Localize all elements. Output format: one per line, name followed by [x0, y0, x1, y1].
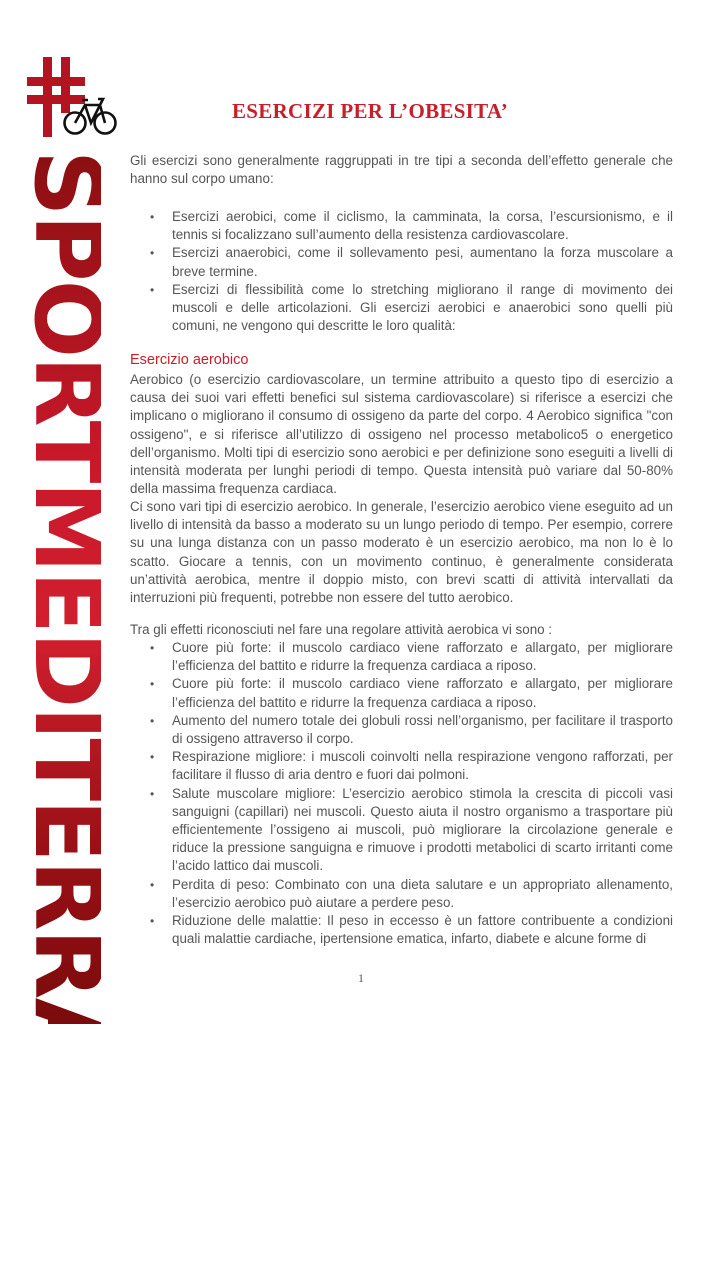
list-item: • Cuore più forte: il muscolo cardiaco viene rafforzato e allargato, per migliorare l’efficienza del battito e ridurre la frequenza cardiaca a riposo.: [130, 675, 673, 711]
section-heading: Esercizio aerobico: [130, 352, 249, 368]
aerobic-paragraph-2: Ci sono vari tipi di esercizio aerobico. In generale, l’esercizio aerobico viene eseguito ad un livello di intensità da basso a moderato su un lungo periodo di tempo. Per esempio, correre su una lunga distanza con un passo moderato è un esercizio aerobico, ma non lo è lo scatto. Giocare a tennis, con un movimento continuo, è generalmente considerata un’attività aerobica, mentre il doppio misto, con brevi scatti di attività intervallati da interruzioni più frequenti, potrebbe non essere del tutto aerobico.: [130, 499, 673, 606]
intro-paragraph: Gli esercizi sono generalmente raggruppati in tre tipi a seconda dell’effetto generale che hanno sul corpo umano:: [130, 153, 673, 187]
aerobic-paragraph-1: Aerobico (o esercizio cardiovascolare, un termine attribuito a questo tipo di esercizio a causa dei suoi vari effetti benefici sul sistema cardiovascolare) si riferisce a esercizi che implicano o migliorano il consumo di ossigeno da parte del corpo. 4 Aerobico significa "con ossigeno", e si riferisce all’utilizzo di ossigeno nel processo metabolico5 o energetico dell’organismo. Molti tipi di esercizio sono aerobici e per definizione sono eseguiti a livelli di intensità moderata per lunghi periodi di tempo. Questa intensità può variare dal 50-80% della massima frequenza cardiaca.: [130, 372, 673, 497]
list-item: • Cuore più forte: il muscolo cardiaco viene rafforzato e allargato, per migliorare l’efficienza del battito e ridurre la frequenza cardiaca a riposo.: [130, 639, 673, 675]
effects-list: [130, 639, 673, 948]
list-item: • Perdita di peso: Combinato con una dieta salutare e un appropriato allenamento, l’esercizio aerobico può aiutare a perdere peso.: [130, 876, 673, 912]
effects-intro: Tra gli effetti riconosciuti nel fare una regolare attività aerobica vi sono :: [130, 622, 553, 637]
list-item: • Salute muscolare migliore: L’esercizio aerobico stimola la crescita di piccoli vasi sanguigni (capillari) nei muscoli. Questo aiuta il nostro organismo a trasportare più efficientemente l’ossigeno ai muscoli, può migliorare la circolazione generale e riduce la pressione sanguigna e rimuove i prodotti metabolici di scarto irritanti come l’acido lattico dai muscoli.: [130, 785, 673, 876]
list-item: • Respirazione migliore: i muscoli coinvolti nella respirazione vengono rafforzati, per facilitare il flusso di aria dentro e fuori dai polmoni.: [130, 748, 673, 784]
page-number: 1: [358, 971, 364, 985]
sidebar-brand-band: [0, 0, 121, 1272]
exercise-types-list: [130, 208, 673, 335]
document-title: ESERCIZI PER L’OBESITA’: [232, 99, 509, 123]
list-item: • Riduzione delle malattie: Il peso in eccesso è un fattore contribuente a condizioni quali malattie cardiache, ipertensione ematica, infarto, diabete e alcune forme di: [130, 912, 673, 948]
cross-with-bicycle-icon: [25, 55, 120, 145]
list-item: • Esercizi anaerobici, come il sollevamento pesi, aumentano la forza muscolare a breve termine.: [130, 244, 673, 280]
list-item: • Aumento del numero totale dei globuli rossi nell’organismo, per facilitare il trasporto di ossigeno attraverso il corpo.: [130, 712, 673, 748]
sidebar-brand-text: SPORTMEDITERRANEA: [14, 150, 121, 1272]
list-item: • Esercizi aerobici, come il ciclismo, la camminata, la corsa, l’escursionismo, e il tennis si focalizzano sull’aumento della resistenza cardiovascolare.: [130, 208, 673, 244]
list-item: • Esercizi di flessibilità come lo stretching migliorano il range di movimento dei muscoli e delle articolazioni. Gli esercizi aerobici e anaerobici sono quelli più comuni, ne vengono qui descritte le loro qualità:: [130, 281, 673, 336]
